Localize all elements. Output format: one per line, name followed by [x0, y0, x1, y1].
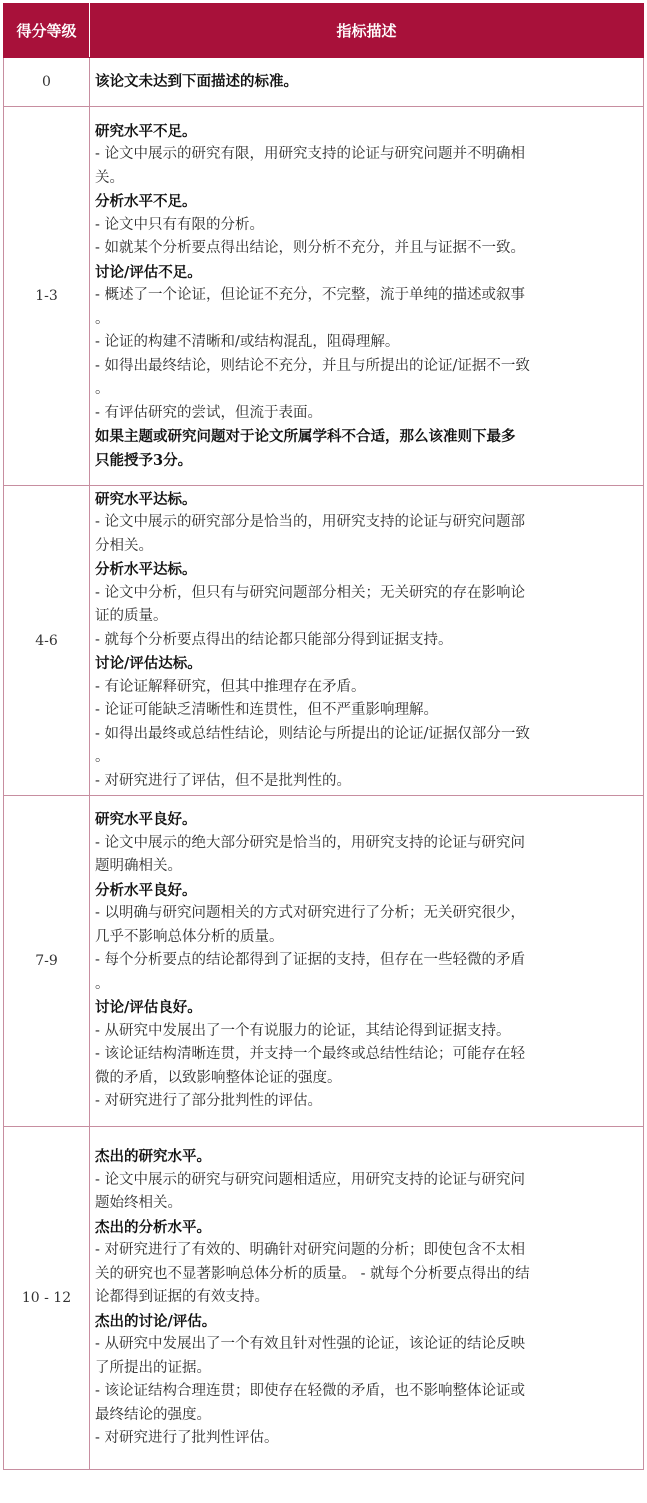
criterion-line: 几乎不影响总体分析的质量。	[95, 928, 284, 945]
criterion-line: - 每个分析要点的结论都得到了证据的支持，但存在一些轻微的矛盾	[95, 952, 526, 969]
description-cell	[90, 796, 644, 1127]
criterion-line: - 有论证解释研究，但其中推理存在矛盾。	[95, 678, 366, 695]
criterion-heading: 讨论/评估不足。	[95, 263, 202, 281]
criterion-line: - 对研究进行了评估，但不是批判性的。	[95, 772, 352, 789]
criterion-line: - 论文中展示的绝大部分研究是恰当的，用研究支持的论证与研究问	[95, 834, 526, 851]
criterion-heading: 杰出的分析水平。	[95, 1218, 211, 1236]
criterion-heading: 讨论/评估良好。	[95, 999, 202, 1017]
criterion-line: 。	[95, 749, 110, 766]
criterion-line: 分相关。	[95, 537, 153, 554]
criterion-line: 关。	[95, 169, 124, 186]
criterion-line: - 对研究进行了有效的、明确针对研究问题的分析；即使包含不太相	[95, 1242, 526, 1259]
criterion-line: 。	[95, 381, 110, 398]
description-cell	[90, 1127, 644, 1470]
criterion-line: - 论文中展示的研究与研究问题相适应，用研究支持的论证与研究问	[95, 1171, 526, 1188]
criterion-line: - 概述了一个论证，但论证不充分，不完整，流于单纯的描述或叙事	[95, 287, 526, 304]
description-cell	[90, 486, 644, 796]
criterion-heading: 如果主题或研究问题对于论文所属学科不合适，那么该准则下最多	[95, 428, 516, 446]
criterion-heading: 该论文未达到下面描述的标准。	[95, 73, 298, 91]
criterion-line: - 该论证结构合理连贯；即使存在轻微的矛盾，也不影响整体论证或	[95, 1383, 526, 1400]
criterion-heading: 分析水平达标。	[95, 561, 197, 579]
criterion-heading: 杰出的研究水平。	[95, 1148, 211, 1166]
criterion-line: 。	[95, 975, 110, 992]
criterion-line: 了所提出的证据。	[95, 1359, 211, 1376]
score-column-header: 得分等级	[4, 4, 90, 58]
rubric-table	[3, 3, 644, 1470]
criterion-line: 题始终相关。	[95, 1195, 182, 1212]
criterion-line: - 就每个分析要点得出的结论都只能部分得到证据支持。	[95, 631, 453, 648]
score-cell: 7-9	[4, 796, 90, 1127]
table-row	[4, 1127, 644, 1470]
criterion-line: 证的质量。	[95, 608, 168, 625]
criterion-line: - 对研究进行了部分批判性的评估。	[95, 1093, 323, 1110]
criterion-line: 论都得到证据的有效支持。	[95, 1289, 269, 1306]
table-row	[4, 107, 644, 486]
score-cell: 1-3	[4, 107, 90, 486]
criterion-line: - 论文中分析，但只有与研究问题部分相关；无关研究的存在影响论	[95, 584, 526, 601]
criterion-heading: 分析水平良好。	[95, 881, 197, 899]
criterion-heading: 杰出的讨论/评估。	[95, 1312, 217, 1330]
criterion-line: 关的研究也不显著影响总体分析的质量。 - 就每个分析要点得出的结	[95, 1265, 530, 1282]
criterion-line: - 对研究进行了批判性评估。	[95, 1430, 279, 1447]
criterion-heading: 只能授予3分。	[95, 451, 193, 469]
score-cell: 0	[4, 58, 90, 107]
score-cell: 4-6	[4, 486, 90, 796]
header-row	[4, 4, 644, 58]
criterion-line: - 从研究中发展出了一个有效且针对性强的论证，该论证的结论反映	[95, 1336, 526, 1353]
criterion-line: - 论证的构建不清晰和/或结构混乱，阻碍理解。	[95, 334, 400, 351]
description-column-header: 指标描述	[90, 4, 644, 58]
criterion-heading: 研究水平不足。	[95, 122, 197, 140]
table-row	[4, 58, 644, 107]
description-cell	[90, 107, 644, 486]
criterion-line: - 如得出最终或总结性结论，则结论与所提出的论证/证据仅部分一致	[95, 725, 530, 742]
criterion-line: - 有评估研究的尝试，但流于表面。	[95, 404, 323, 421]
criterion-heading: 研究水平达标。	[95, 490, 197, 508]
criterion-line: - 从研究中发展出了一个有说服力的论证，其结论得到证据支持。	[95, 1022, 511, 1039]
criterion-line: - 如得出最终结论，则结论不充分，并且与所提出的论证/证据不一致	[95, 357, 530, 374]
criterion-heading: 讨论/评估达标。	[95, 655, 202, 673]
criterion-line: - 论文中展示的研究部分是恰当的，用研究支持的论证与研究问题部	[95, 514, 526, 531]
criterion-line: 。	[95, 310, 110, 327]
criterion-line: - 论文中展示的研究有限，用研究支持的论证与研究问题并不明确相	[95, 146, 526, 163]
description-cell	[90, 58, 644, 107]
criterion-line: - 如就某个分析要点得出结论，则分析不充分，并且与证据不一致。	[95, 240, 526, 257]
criterion-line: 最终结论的强度。	[95, 1406, 211, 1423]
table-row	[4, 796, 644, 1127]
table-row	[4, 486, 644, 796]
criterion-line: 微的矛盾，以致影响整体论证的强度。	[95, 1069, 342, 1086]
criterion-line: - 该论证结构清晰连贯，并支持一个最终或总结性结论；可能存在轻	[95, 1046, 526, 1063]
criterion-line: - 论证可能缺乏清晰性和连贯性，但不严重影响理解。	[95, 702, 439, 719]
score-cell: 10 - 12	[4, 1127, 90, 1470]
criterion-line: - 论文中只有有限的分析。	[95, 216, 265, 233]
criterion-line: - 以明确与研究问题相关的方式对研究进行了分析；无关研究很少，	[95, 905, 526, 922]
criterion-heading: 分析水平不足。	[95, 193, 197, 211]
criterion-heading: 研究水平良好。	[95, 811, 197, 829]
criterion-line: 题明确相关。	[95, 858, 182, 875]
